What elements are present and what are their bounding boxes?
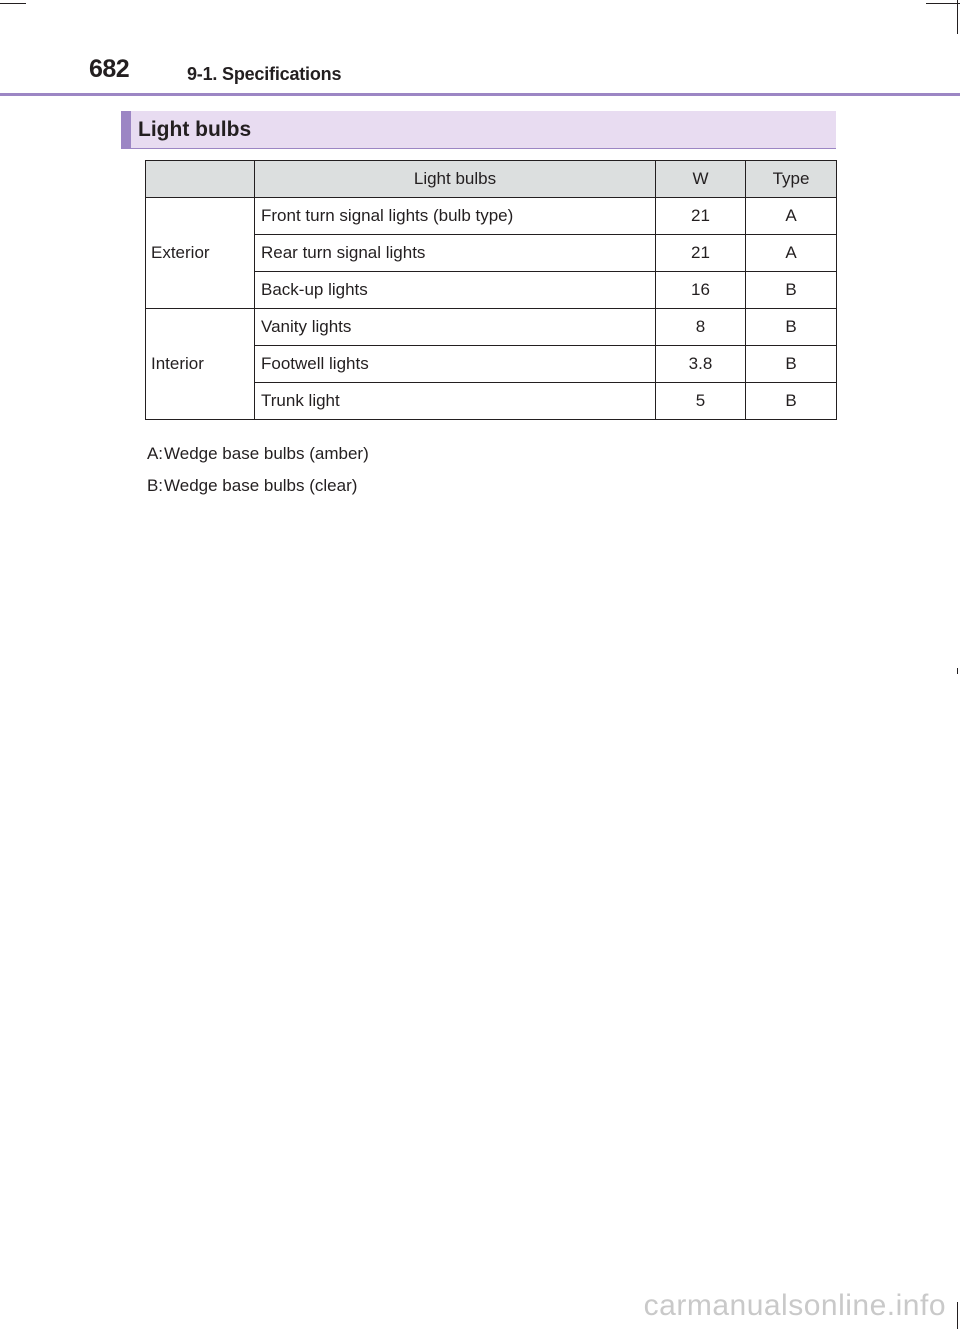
bulb-name: Trunk light <box>255 383 656 420</box>
bulb-name: Front turn signal lights (bulb type) <box>255 198 656 235</box>
group-label-exterior: Exterior <box>146 198 255 309</box>
column-header-group <box>146 161 255 198</box>
bulb-type: B <box>746 309 837 346</box>
bulb-type: B <box>746 383 837 420</box>
light-bulb-table <box>145 160 837 420</box>
table-header-row <box>146 161 837 198</box>
crop-mark <box>957 0 958 34</box>
bulb-name: Back-up lights <box>255 272 656 309</box>
table-row <box>146 309 837 346</box>
note-key: B: <box>146 476 163 495</box>
crop-mark <box>0 3 26 4</box>
section-heading <box>121 111 836 149</box>
bulb-watt: 3.8 <box>656 346 746 383</box>
note-key: A: <box>146 444 163 463</box>
column-header-type: Type <box>746 161 837 198</box>
table-row <box>146 198 837 235</box>
bulb-type: A <box>746 198 837 235</box>
column-header-watt: W <box>656 161 746 198</box>
bulb-type: B <box>746 272 837 309</box>
bulb-watt: 5 <box>656 383 746 420</box>
note-text: Wedge base bulbs (amber) <box>164 444 369 463</box>
bulb-watt: 21 <box>656 198 746 235</box>
header-divider <box>0 93 960 96</box>
group-label-interior: Interior <box>146 309 255 420</box>
page-number: 682 <box>89 55 130 83</box>
crop-mark <box>957 1302 958 1329</box>
heading-accent-bar <box>121 111 131 148</box>
note-text: Wedge base bulbs (clear) <box>164 476 358 495</box>
column-header-light-bulbs: Light bulbs <box>255 161 656 198</box>
note-item <box>140 443 369 475</box>
crop-mark <box>926 3 960 4</box>
section-title: 9-1. Specifications <box>187 64 342 84</box>
note-item <box>140 475 369 507</box>
table-notes <box>140 443 369 507</box>
bulb-type: A <box>746 235 837 272</box>
bulb-type: B <box>746 346 837 383</box>
bulb-name: Rear turn signal lights <box>255 235 656 272</box>
crop-mark <box>957 668 958 674</box>
bulb-watt: 21 <box>656 235 746 272</box>
watermark: carmanualsonline.info <box>643 1289 946 1322</box>
heading-title: Light bulbs <box>138 118 252 141</box>
bulb-name: Vanity lights <box>255 309 656 346</box>
bulb-name: Footwell lights <box>255 346 656 383</box>
bulb-watt: 8 <box>656 309 746 346</box>
bulb-watt: 16 <box>656 272 746 309</box>
